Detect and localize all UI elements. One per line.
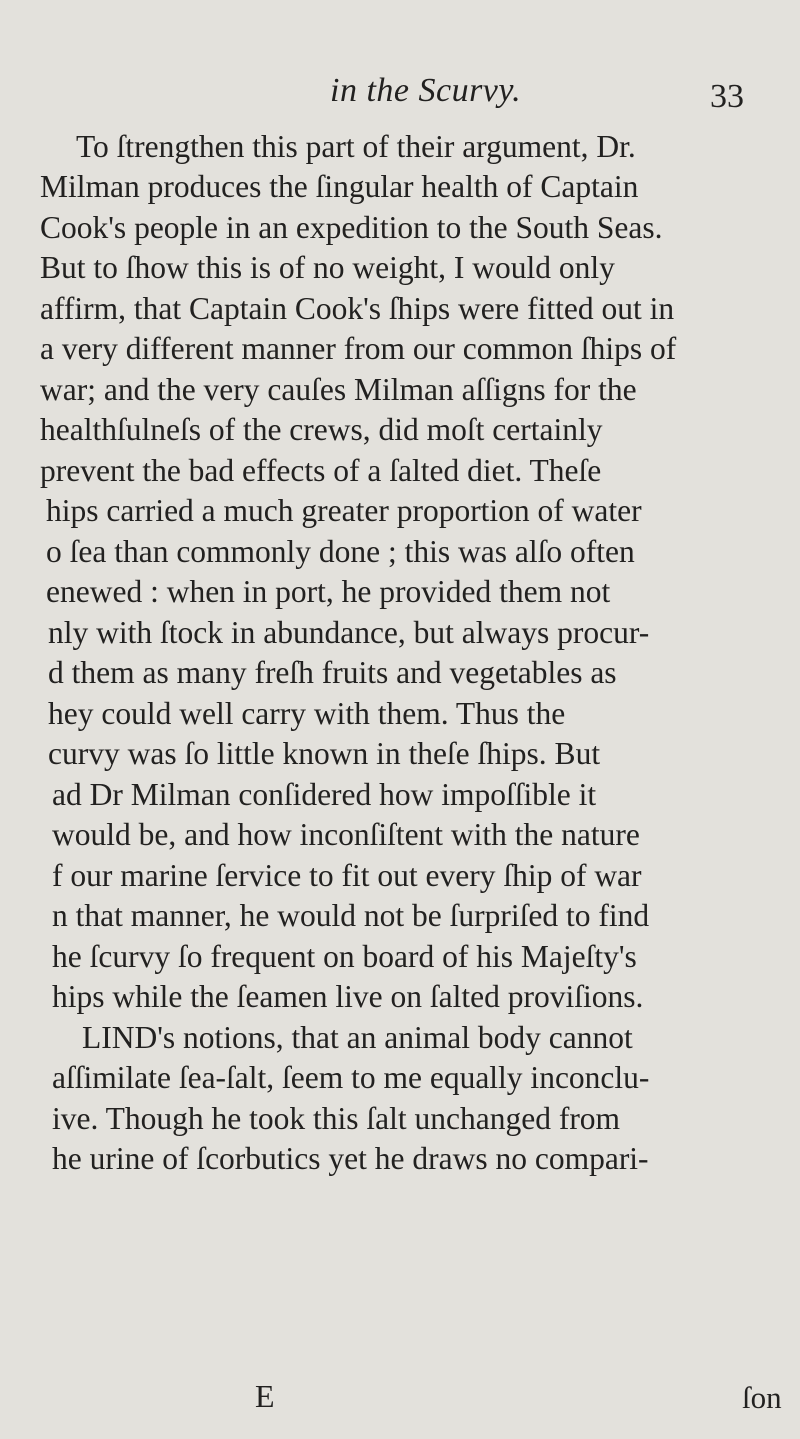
text-line: Milman produces the ſingular health of Captain xyxy=(40,169,639,204)
text-line: To ſtrengthen this part of their argument, Dr. xyxy=(76,129,636,164)
text-line: prevent the bad effects of a ſalted diet. Theſe xyxy=(40,453,602,488)
text-line: n that manner, he would not be ſurpriſed to find xyxy=(52,898,650,933)
text-line: ive. Though he took this ſalt unchanged from xyxy=(52,1101,621,1136)
text-line: hips while the ſeamen live on ſalted proviſions. xyxy=(52,979,644,1014)
text-line: would be, and how inconſiſtent with the nature xyxy=(52,817,640,852)
text-line: healthſulneſs of the crews, did moſt certainly xyxy=(40,412,603,447)
text-line: affirm, that Captain Cook's ſhips were fitted out in xyxy=(40,291,675,326)
page-footer xyxy=(0,1378,800,1422)
signature-mark: E xyxy=(255,1378,275,1414)
running-head: in the Scurvy. xyxy=(330,72,522,109)
text-line: enewed : when in port, he provided them not xyxy=(46,574,611,609)
text-line: a very different manner from our common ſhips of xyxy=(40,331,677,366)
text-line: f our marine ſervice to fit out every ſhip of war xyxy=(52,858,642,893)
text-line: Cook's people in an expedition to the South Seas. xyxy=(40,210,663,245)
text-line: he ſcurvy ſo frequent on board of his Majeſty's xyxy=(52,939,637,974)
text-line: war; and the very cauſes Milman aſſigns for the xyxy=(40,372,637,407)
catchword: ſon xyxy=(742,1380,782,1415)
text-line: curvy was ſo little known in theſe ſhips. But xyxy=(48,736,601,771)
text-line: hips carried a much greater proportion of water xyxy=(46,493,642,528)
text-line: d them as many freſh fruits and vegetables as xyxy=(48,655,617,690)
text-line: nly with ſtock in abundance, but always procur- xyxy=(48,615,650,650)
text-line: But to ſhow this is of no weight, I would only xyxy=(40,250,615,285)
text-line: aſſimilate ſea-ſalt, ſeem to me equally inconclu- xyxy=(52,1060,650,1095)
page-header xyxy=(0,72,800,116)
text-line: o ſea than commonly done ; this was alſo often xyxy=(46,534,635,569)
text-line: hey could well carry with them. Thus the xyxy=(48,696,566,731)
text-line: he urine of ſcorbutics yet he draws no compari- xyxy=(52,1141,649,1176)
page-number: 33 xyxy=(710,78,744,115)
text-line: LIND's notions, that an animal body cannot xyxy=(82,1020,633,1055)
text-line: ad Dr Milman conſidered how impoſſible it xyxy=(52,777,597,812)
